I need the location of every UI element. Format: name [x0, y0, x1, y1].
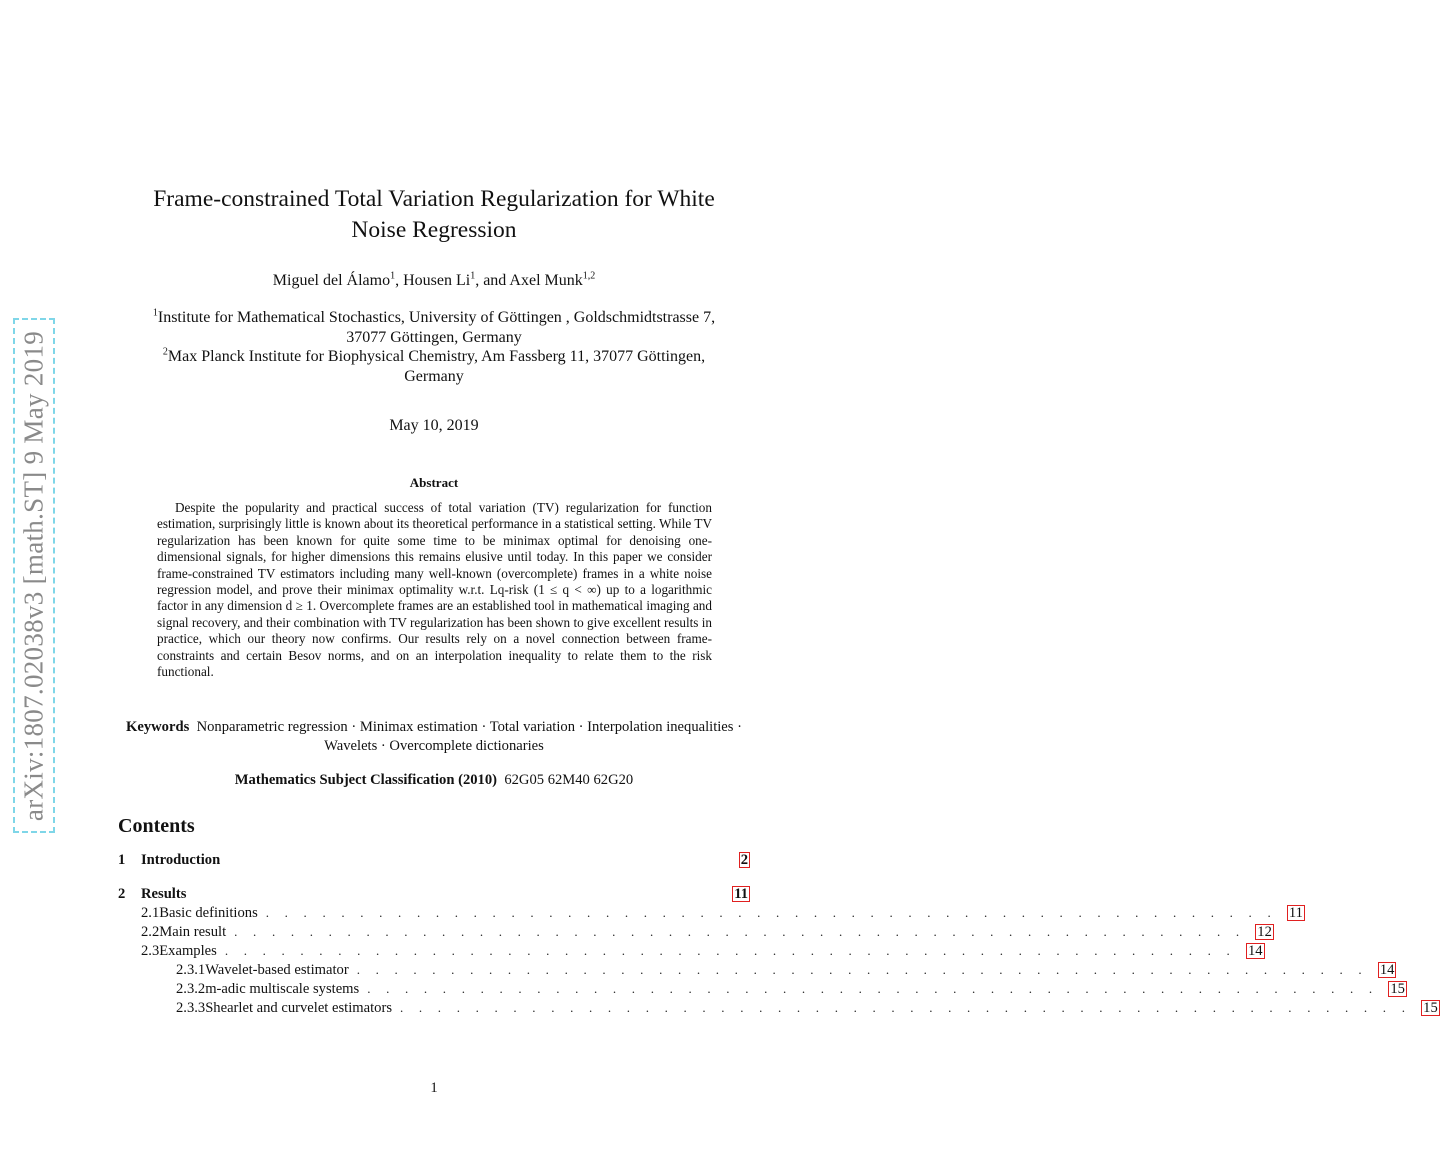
toc-page-link[interactable]: 11: [1288, 905, 1303, 921]
msc-codes: 62G05 62M40 62G20: [504, 772, 634, 788]
affiliation-2-line-b: Germany: [404, 367, 464, 385]
toc-number: 2.3.2: [176, 981, 206, 997]
affiliation-1-line-b: 37077 Göttingen, Germany: [346, 328, 522, 346]
msc-block: [100, 772, 768, 789]
toc-leader-dots: . . . . . . . . . . . . . . . . . . . . . . . . . . . . . . . . . . . . . . . . . . . . . . . . . . . . . .: [224, 943, 1236, 958]
title-line-2: Noise Regression: [351, 217, 517, 243]
toc-title: m-adic multiscale systems: [205, 981, 360, 997]
toc-number: 2.3.1: [176, 962, 206, 978]
author-2: , Housen Li: [395, 272, 471, 289]
toc-title: Wavelet-based estimator: [205, 962, 349, 978]
toc-title: Main result: [159, 924, 227, 940]
toc-leader-dots: . . . . . . . . . . . . . . . . . . . . . . . . . . . . . . . . . . . . . . . . . . . . . . . . . . . . . .: [356, 962, 1368, 977]
toc-title: Results: [141, 886, 187, 902]
toc-title: Basic definitions: [159, 905, 258, 921]
toc-entry[interactable]: [118, 943, 1263, 963]
title-line-1: Frame-constrained Total Variation Regularization for White: [153, 186, 715, 212]
page-number: 1: [430, 1080, 438, 1096]
toc-page-link[interactable]: 15: [1390, 981, 1405, 997]
toc-number: 2.1: [141, 905, 160, 921]
arxiv-identifier: arXiv:1807.02038v3 [math.ST] 9 May 2019: [18, 330, 49, 821]
toc-title: Examples: [159, 943, 217, 959]
affiliation-1-marker: 1: [152, 307, 158, 319]
author-3-affil: 1,2: [582, 270, 596, 282]
toc-page-link[interactable]: 14: [1247, 943, 1263, 959]
keywords-block: [122, 718, 746, 756]
toc-number: 2: [118, 886, 126, 902]
toc-entry[interactable]: [118, 962, 1395, 982]
keywords-label: Keywords: [126, 719, 190, 735]
toc-page-link[interactable]: 2: [740, 852, 748, 868]
toc-entry[interactable]: [118, 924, 1272, 944]
toc-entry[interactable]: [118, 1000, 1438, 1020]
toc-entry[interactable]: [118, 981, 1405, 1001]
toc-page-link[interactable]: 12: [1257, 924, 1272, 940]
toc-leader-dots: . . . . . . . . . . . . . . . . . . . . . . . . . . . . . . . . . . . . . . . . . . . . . . . . . . . . . .: [234, 924, 1246, 939]
author-1-affil: 1: [390, 270, 396, 282]
toc-page-link[interactable]: 11: [734, 886, 748, 902]
toc-entry[interactable]: [118, 886, 750, 906]
paper-date: May 10, 2019: [389, 417, 479, 434]
affiliation-2: [100, 347, 768, 386]
affiliation-2-marker: 2: [162, 346, 168, 358]
author-3: , and Axel Munk: [475, 272, 583, 289]
author-list: [100, 272, 768, 290]
author-1: Miguel del Álamo: [272, 272, 391, 289]
toc-number: 2.2: [141, 924, 160, 940]
toc-entry[interactable]: [118, 852, 750, 872]
author-2-affil: 1: [470, 270, 476, 282]
toc-title: Shearlet and curvelet estimators: [205, 1000, 392, 1016]
msc-label: Mathematics Subject Classification (2010): [234, 772, 498, 788]
paper-title: [100, 184, 768, 246]
affiliation-2-line-a: Max Planck Institute for Biophysical Chemistry, Am Fassberg 11, 37077 Göttingen,: [167, 348, 706, 365]
toc-number: 1: [118, 852, 126, 868]
keywords-text: Nonparametric regression · Minimax estimation · Total variation · Interpolation inequalities · Wavelets · Overcomplete dictionaries: [196, 719, 742, 754]
contents-heading: Contents: [118, 815, 195, 837]
affiliation-1: [100, 308, 768, 347]
toc-number: 2.3.3: [176, 1000, 206, 1016]
toc-leader-dots: . . . . . . . . . . . . . . . . . . . . . . . . . . . . . . . . . . . . . . . . . . . . . . . . . . . . . .: [265, 905, 1277, 920]
abstract-text: Despite the popularity and practical success of total variation (TV) regularization for function estimation, surprisingly little is known about its theoretical performance in a statistical setting. While TV regularization has been known for quite some time to be minimax optimal for denoising one-dimensional signals, for higher dimensions this remains elusive until today. In this paper we consider frame-constrained TV estimators including many well-known (overcomplete) frames in a white noise regression model, and prove their minimax optimality w.r.t. Lq-risk (1 ≤ q < ∞) up to a logarithmic factor in any dimension d ≥ 1. Overcomplete frames are an established tool in mathematical imaging and signal recovery, and their combination with TV regularization has been shown to give excellent results in practice, which our theory now confirms. Our results rely on a novel connection between frame-constraints and certain Besov norms, and on an interpolation inequality to relate them to the risk functional.: [157, 500, 712, 680]
abstract-heading: Abstract: [409, 475, 459, 490]
toc-entry[interactable]: [118, 905, 1303, 925]
toc-page-link[interactable]: 15: [1423, 1000, 1438, 1016]
affiliation-1-line-a: Institute for Mathematical Stochastics, University of Göttingen , Goldschmidtstrasse 7,: [157, 309, 716, 326]
toc-number: 2.3: [141, 943, 160, 959]
arxiv-side-stamp: [13, 318, 55, 833]
toc-leader-dots: . . . . . . . . . . . . . . . . . . . . . . . . . . . . . . . . . . . . . . . . . . . . . . . . . . . . . .: [400, 1000, 1412, 1015]
toc-leader-dots: . . . . . . . . . . . . . . . . . . . . . . . . . . . . . . . . . . . . . . . . . . . . . . . . . . . . . .: [367, 981, 1379, 996]
toc-title: Introduction: [141, 852, 221, 868]
toc-page-link[interactable]: 14: [1379, 962, 1395, 978]
